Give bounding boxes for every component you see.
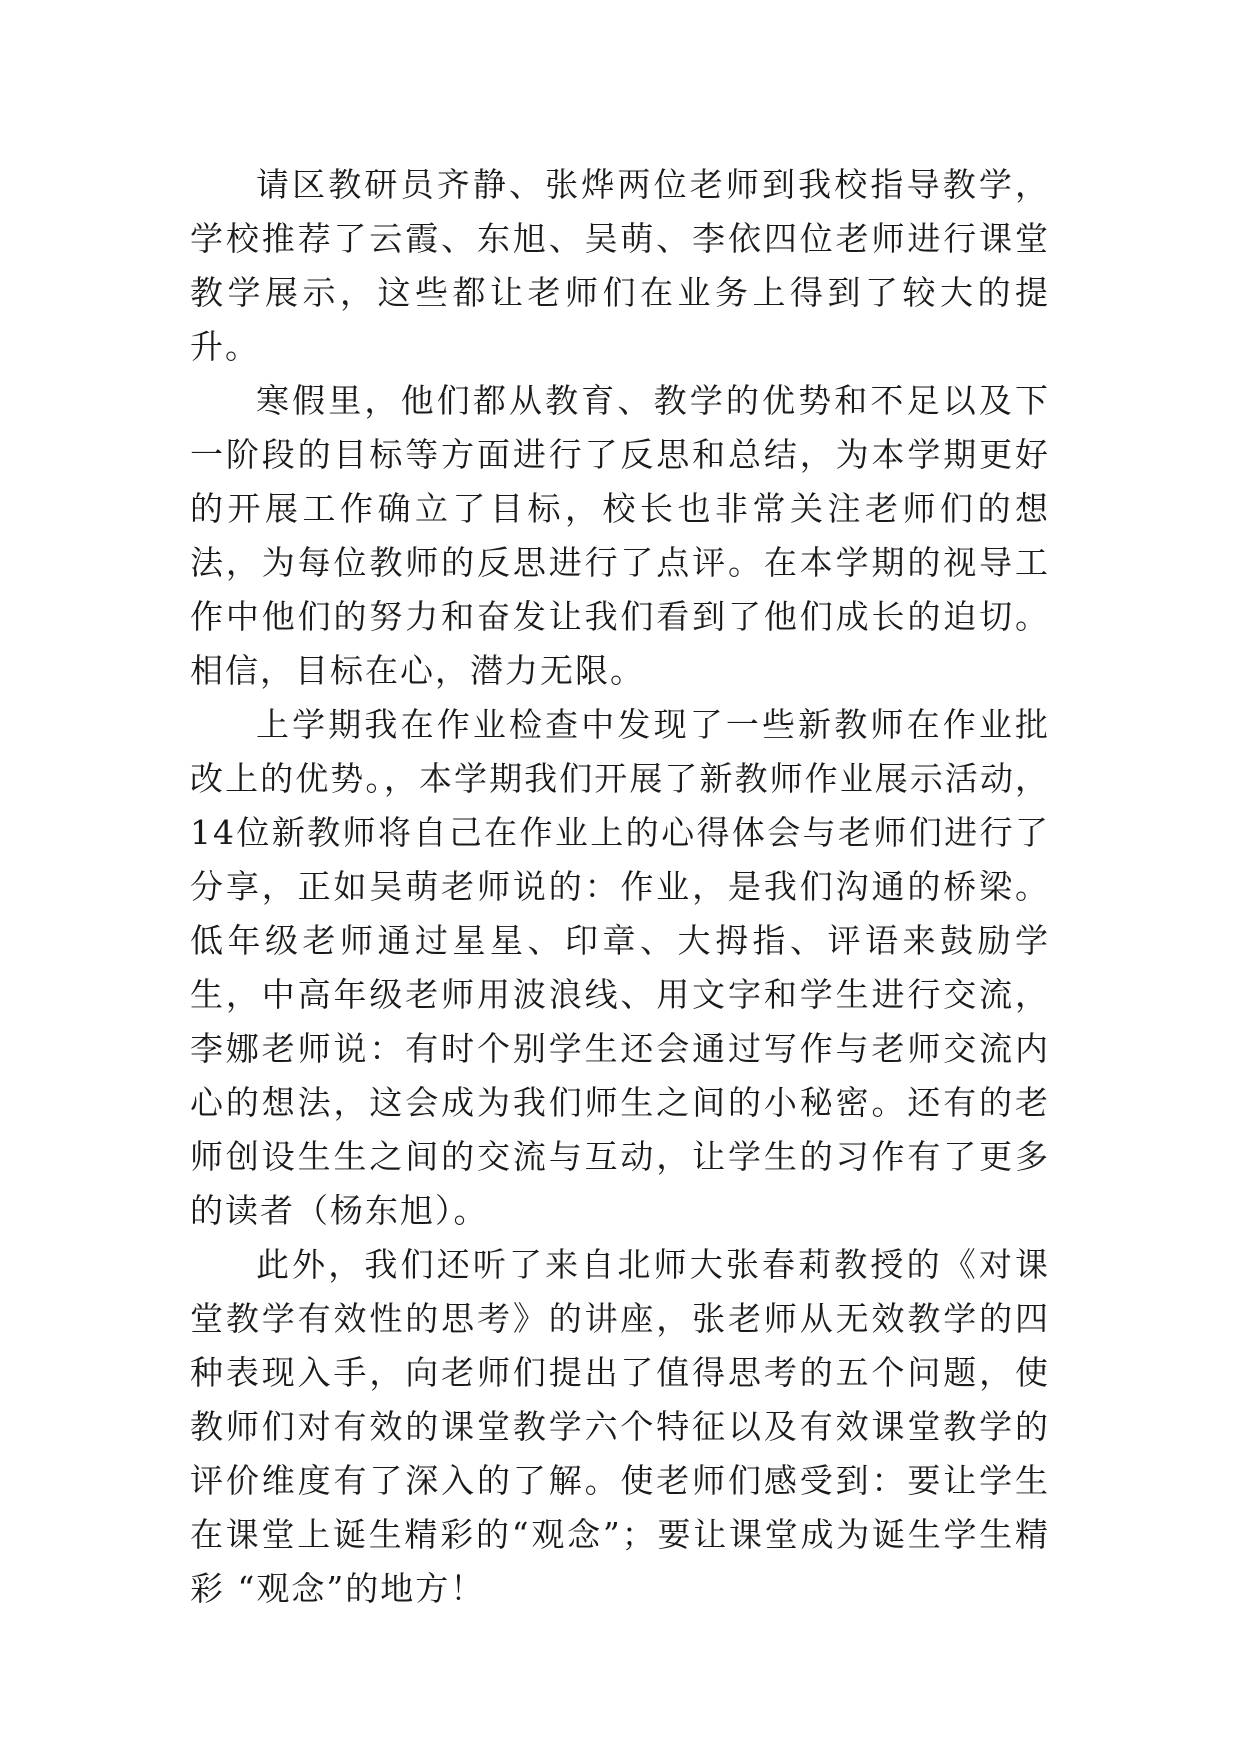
paragraph-2: 寒假里，他们都从教育、教学的优势和不足以及下一阶段的目标等方面进行了反思和总结，为本学期更好的开展工作确立了目标，校长也非常关注老师们的想法，为每位教师的反思进行了点评。在本学期的视导工作中他们的努力和奋发让我们看到了他们成长的迫切。相信，目标在心，潜力无限。: [190, 381, 1050, 690]
paragraph-1: 请区教研员齐静、张烨两位老师到我校指导教学，学校推荐了云霞、东旭、吴萌、李依四位老师进行课堂教学展示，这些都让老师们在业务上得到了较大的提升。: [190, 165, 1050, 366]
paragraph-4: 此外，我们还听了来自北师大张春莉教授的《对课堂教学有效性的思考》的讲座，张老师从无效教学的四种表现入手，向老师们提出了值得思考的五个问题，使教师们对有效的课堂教学六个特征以及有效课堂教学的评价维度有了深入的了解。使老师们感受到：要让学生在课堂上诞生精彩的“观念”；要让课堂成为诞生学生精彩 “观念”的地方！: [190, 1245, 1050, 1608]
body-text: [190, 158, 1050, 1616]
paragraph-3: 上学期我在作业检查中发现了一些新教师在作业批改上的优势。，本学期我们开展了新教师作业展示活动，14位新教师将自己在作业上的心得体会与老师们进行了分享，正如吴萌老师说的：作业，是我们沟通的桥梁。低年级老师通过星星、印章、大拇指、评语来鼓励学生，中高年级老师用波浪线、用文字和学生进行交流，李娜老师说：有时个别学生还会通过写作与老师交流内心的想法，这会成为我们师生之间的小秘密。还有的老师创设生生之间的交流与互动，让学生的习作有了更多的读者（杨东旭）。: [190, 705, 1050, 1230]
